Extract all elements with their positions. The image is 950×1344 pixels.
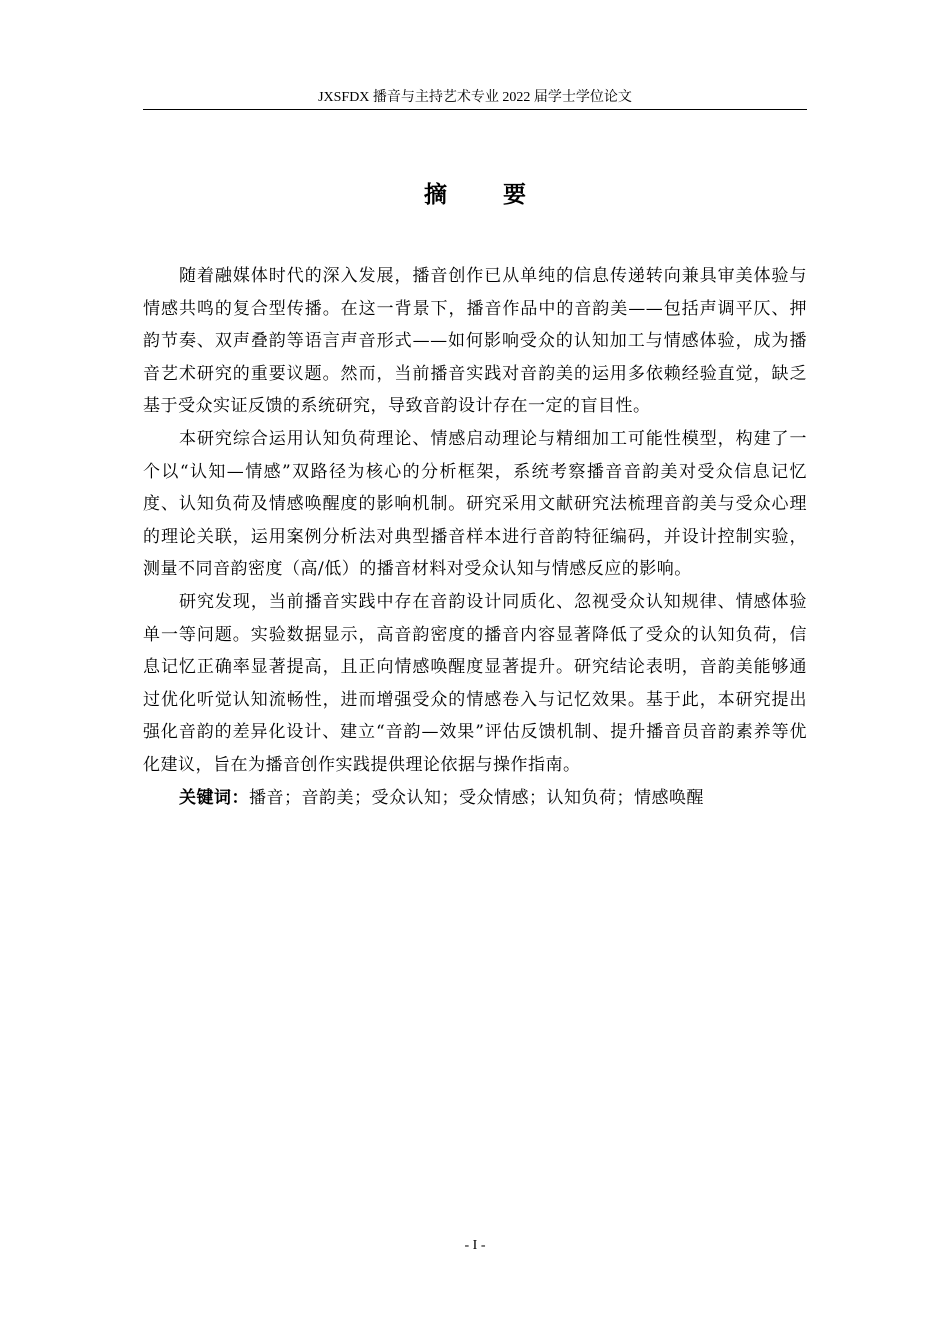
page-number: - I - (464, 1238, 486, 1253)
header-divider (143, 109, 807, 110)
abstract-title: 摘 要 (423, 182, 550, 208)
abstract-paragraph-1: 随着融媒体时代的深入发展，播音创作已从单纯的信息传递转向兼具审美体验与情感共鸣的复合型传播。在这一背景下，播音作品中的音韵美——包括声调平仄、押韵节奏、双声叠韵等语言声音形式——如何影响受众的认知加工与情感体验，成为播音艺术研究的重要议题。然而，当前播音实践对音韵美的运用多依赖经验直觉，缺乏基于受众实证反馈的系统研究，导致音韵设计存在一定的盲目性。 (143, 266, 807, 417)
running-header: JXSFDX 播音与主持艺术专业 2022 届学士学位论文 (318, 90, 632, 105)
keywords-label: 关键词： (179, 787, 249, 808)
keywords-text: 播音；音韵美；受众认知；受众情感；认知负荷；情感唤醒 (249, 787, 704, 808)
abstract-body (143, 260, 807, 814)
keywords-line (143, 782, 807, 815)
abstract-paragraph-2: 本研究综合运用认知负荷理论、情感启动理论与精细加工可能性模型，构建了一个以“认知—情感”双路径为核心的分析框架，系统考察播音音韵美对受众信息记忆度、认知负荷及情感唤醒度的影响机制。研究采用文献研究法梳理音韵美与受众心理的理论关联，运用案例分析法对典型播音样本进行音韵特征编码，并设计控制实验，测量不同音韵密度（高/低）的播音材料对受众认知与情感反应的影响。 (143, 428, 807, 580)
abstract-paragraph-3: 研究发现，当前播音实践中存在音韵设计同质化、忽视受众认知规律、情感体验单一等问题。实验数据显示，高音韵密度的播音内容显著降低了受众的认知负荷，信息记忆正确率显著提高，且正向情感唤醒度显著提升。研究结论表明，音韵美能够通过优化听觉认知流畅性，进而增强受众的情感卷入与记忆效果。基于此，本研究提出强化音韵的差异化设计、建立“音韵—效果”评估反馈机制、提升播音员音韵素养等优化建议，旨在为播音创作实践提供理论依据与操作指南。 (143, 591, 807, 775)
